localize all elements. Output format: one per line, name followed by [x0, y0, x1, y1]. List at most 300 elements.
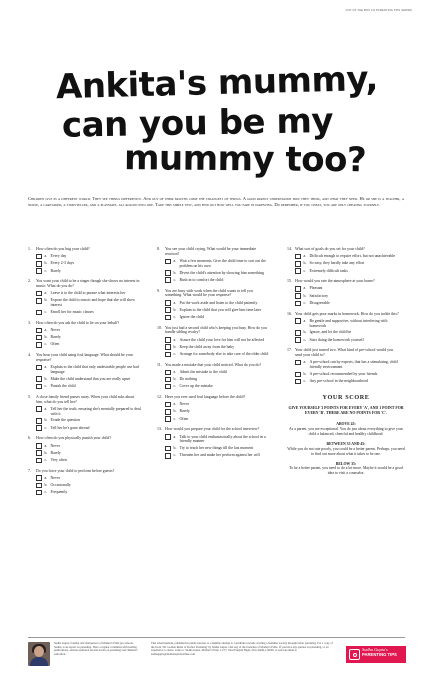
answer-option[interactable]: [295, 372, 405, 377]
answer-text: Rarely: [50, 450, 61, 455]
headline-line-2: can you be my: [61, 101, 334, 146]
parenting-tips-logo: [346, 646, 406, 663]
answer-text: Be gentle and supportive, without interfering with homework: [309, 318, 388, 328]
answer-text: Rarely: [50, 268, 61, 273]
answer-letter: a.: [44, 406, 48, 411]
answer-text: Often: [179, 416, 189, 421]
answer-letter: c.: [44, 342, 48, 347]
score-tier: [287, 462, 405, 477]
question-text: [287, 348, 405, 358]
question-number: 5.: [28, 394, 31, 399]
answer-checkbox[interactable]: [36, 425, 42, 431]
answer-checkbox[interactable]: [36, 335, 42, 341]
question-text: [28, 353, 148, 363]
answer-text: Admit the mistake to the child: [179, 369, 227, 374]
answer-option[interactable]: [295, 338, 405, 343]
answer-text: Difficult enough to require effort, but not unachievable: [309, 254, 396, 259]
answer-checkbox[interactable]: [165, 277, 171, 283]
answer-letter: c.: [44, 310, 48, 315]
answer-text: Ignore the child: [179, 314, 205, 319]
answer-text: Explain to the child that only undesirable people use bad language: [50, 365, 139, 374]
answer-text: Punish the child: [50, 384, 76, 389]
answer-letter: a.: [303, 360, 307, 365]
answer-option[interactable]: [36, 342, 148, 347]
question-number: 3.: [28, 320, 31, 325]
question-number: 9.: [157, 288, 160, 293]
question-item: [28, 436, 148, 463]
answer-checkbox[interactable]: [36, 254, 42, 260]
score-instruction: GIVE YOURSELF 3 POINTS FOR EVERY 'A', AND 1 POINT FOR EVERY 'B'. THERE ARE NO POINTS FOR 'C'.: [288, 406, 404, 416]
answer-letter: a.: [44, 475, 48, 480]
answer-option[interactable]: [165, 345, 277, 350]
answer-text: Make the child understand that you are really upset: [50, 376, 131, 381]
answer-letter: b.: [44, 376, 48, 381]
answer-letter: b.: [173, 446, 177, 451]
answer-letter: a.: [44, 328, 48, 333]
answer-checkbox[interactable]: [295, 301, 301, 307]
question-item: [28, 279, 148, 315]
answer-option[interactable]: [165, 453, 277, 458]
answer-letter: c.: [44, 490, 48, 495]
answer-text: Every day: [50, 254, 67, 259]
question-text: [157, 427, 277, 432]
answer-checkbox[interactable]: [165, 307, 171, 313]
question-text: [287, 247, 405, 252]
answer-text: Wait a few moments. Give the child time to sort out the problem on his own: [179, 258, 266, 268]
answer-text: Pleasant: [309, 286, 323, 291]
question-item: [157, 363, 277, 390]
question-item: [157, 427, 277, 458]
answer-letter: a.: [173, 402, 177, 407]
answer-checkbox[interactable]: [165, 315, 171, 321]
footer: [28, 642, 406, 670]
answer-option[interactable]: [165, 384, 277, 389]
headline-line-1: Ankita's mummy,: [55, 58, 379, 108]
answer-option[interactable]: [295, 254, 405, 259]
footer-divider: [28, 637, 405, 638]
answer-option[interactable]: [36, 365, 148, 375]
answer-checkbox[interactable]: [295, 268, 301, 274]
answer-checkbox[interactable]: [295, 286, 301, 292]
answer-option[interactable]: [36, 328, 148, 333]
score-tier: [287, 422, 405, 437]
answer-letter: b.: [303, 330, 307, 335]
question-item: [287, 279, 405, 306]
question-number: 8.: [157, 247, 160, 251]
question-item: [28, 321, 148, 348]
intro-paragraph: Children live in a different world. They see things differently. And out of their mouths come the strangest of things. A good parent understands how they think, and what they need. He or she is a teacher, a nurse, a caretaker, a storyteller, and a playmate, all rolled into one. Take this simple test, and find out how well you fare in parenting. Do remember, if you cheat, you are only cheating yourself.: [28, 196, 404, 208]
question-number: 11.: [157, 362, 162, 367]
answer-checkbox[interactable]: [165, 409, 171, 415]
answer-checkbox[interactable]: [36, 443, 42, 449]
answer-option[interactable]: [165, 352, 277, 357]
question-text: [28, 247, 148, 252]
answer-checkbox[interactable]: [165, 377, 171, 383]
answer-option[interactable]: [165, 301, 277, 306]
question-number: 17.: [287, 348, 292, 353]
answer-checkbox[interactable]: [295, 360, 301, 366]
answer-checkbox[interactable]: [165, 300, 171, 306]
answer-letter: b.: [173, 377, 177, 382]
answer-checkbox[interactable]: [165, 453, 171, 459]
answer-letter: a.: [44, 443, 48, 448]
answer-checkbox[interactable]: [36, 268, 42, 274]
answer-checkbox[interactable]: [36, 365, 42, 371]
answer-checkbox[interactable]: [165, 344, 171, 350]
question-number: 12.: [157, 395, 162, 400]
question-number: 4.: [28, 353, 31, 358]
answer-letter: a.: [44, 291, 48, 296]
answer-checkbox[interactable]: [165, 259, 171, 265]
answer-text: Satisfactory: [309, 293, 329, 298]
answer-option[interactable]: [36, 407, 148, 417]
answer-letter: b.: [44, 450, 48, 455]
answer-checkbox[interactable]: [36, 458, 42, 464]
answer-letter: c.: [44, 268, 48, 273]
question-item: [157, 247, 277, 283]
questions-column-2: [157, 247, 277, 464]
answer-letter: a.: [44, 254, 48, 259]
score-tier-title: ABOVE 45:: [336, 422, 356, 427]
answer-letter: b.: [44, 418, 48, 423]
question-prompt: A close family friend passes away. When your child asks about him, what do you tell her?: [36, 394, 135, 404]
answer-text: Try to teach her new things till the last moment: [179, 446, 254, 451]
headline-lettering: [40, 56, 400, 181]
answer-option[interactable]: [295, 330, 405, 335]
answer-letter: b.: [173, 307, 177, 312]
question-prompt: You want your child to be a singer though she shows no interest in music. What do you do?: [36, 279, 140, 289]
answer-checkbox[interactable]: [295, 379, 301, 385]
question-text: [287, 279, 405, 284]
answer-option[interactable]: [165, 446, 277, 451]
answer-letter: c.: [303, 379, 307, 384]
question-prompt: How would you rate the atmosphere at your home?: [295, 279, 375, 284]
answer-letter: a.: [173, 337, 177, 342]
question-item: [28, 353, 148, 389]
question-text: [28, 321, 148, 326]
answer-letter: b.: [173, 270, 177, 275]
answer-checkbox[interactable]: [36, 376, 42, 382]
question-item: [157, 289, 277, 321]
answer-text: Very often: [50, 457, 67, 462]
answer-text: Divert the child's attention by showing him something: [179, 270, 264, 275]
question-prompt: You hear your child using foul language. What should be your response?: [36, 353, 133, 362]
question-text: [157, 247, 277, 257]
answer-checkbox[interactable]: [36, 298, 42, 304]
answer-letter: b.: [173, 409, 177, 414]
answer-option[interactable]: [295, 360, 405, 370]
question-prompt: You are busy with work when the child wants to tell you something. What would be your response?: [165, 288, 253, 298]
answer-option[interactable]: [36, 418, 148, 423]
answer-letter: b.: [303, 293, 307, 298]
answer-option[interactable]: [36, 291, 148, 296]
answer-checkbox[interactable]: [36, 406, 42, 412]
answer-checkbox[interactable]: [165, 352, 171, 358]
answer-text: Extremely difficult tasks: [309, 268, 348, 273]
answer-text: Threaten her and make her perform against her will: [179, 453, 260, 458]
answer-checkbox[interactable]: [36, 261, 42, 267]
answer-option[interactable]: [165, 338, 277, 343]
answer-letter: b.: [303, 372, 307, 377]
answer-letter: c.: [173, 314, 177, 319]
answer-checkbox[interactable]: [295, 261, 301, 267]
answer-option[interactable]: [165, 370, 277, 375]
question-number: 2.: [28, 279, 31, 284]
answer-letter: c.: [173, 277, 177, 282]
headline: [40, 56, 400, 181]
answer-option[interactable]: [165, 417, 277, 422]
answer-option[interactable]: [165, 315, 277, 320]
answer-option[interactable]: [165, 435, 277, 445]
answer-text: A pre-school recommended by your friends: [309, 372, 378, 377]
question-item: [157, 326, 277, 358]
answer-checkbox[interactable]: [295, 318, 301, 324]
author-photo: [28, 642, 50, 666]
answer-checkbox[interactable]: [165, 416, 171, 422]
answer-option[interactable]: [295, 286, 405, 291]
answer-option[interactable]: [36, 490, 148, 495]
answer-letter: b.: [44, 298, 48, 303]
answer-text: A pre-school run by experts, that has a stimulating, child friendly environment: [309, 360, 398, 370]
disclaimer-text: This advertisement, published in public interest, is a humble attempt to contribute towards creating a healthier society through better parenting. For a copy of the book '101 Golden Rules of Perfect Parenting' by Sudha Gupta, visit any of the branches of Mother's Pride. If you have any queries on parenting, or an experience to share, write to: Sudha Gupta, Mother's Pride, 11/77, West Punjabi Bagh, New Delhi-110026, or send an email to sudhagupta@mothersprideonline.com: [151, 641, 333, 656]
answer-letter: b.: [44, 483, 48, 488]
answer-checkbox[interactable]: [165, 337, 171, 343]
answer-option[interactable]: [165, 271, 277, 276]
answer-text: Often: [50, 342, 60, 347]
question-prompt: Your child just turned two. What kind of pre-school would you send your child to?: [295, 348, 393, 358]
answer-text: Occasionally: [50, 483, 71, 488]
question-prompt: How often do you hug your child?: [36, 247, 90, 251]
answer-checkbox[interactable]: [36, 291, 42, 297]
score-tier-title: BELOW 35:: [335, 461, 357, 466]
answer-text: Ignore, and let the child be: [309, 330, 352, 335]
answer-option[interactable]: [36, 426, 148, 431]
question-number: 1.: [28, 247, 31, 251]
answer-checkbox[interactable]: [295, 254, 301, 260]
answer-letter: c.: [44, 425, 48, 430]
answer-letter: a.: [173, 434, 177, 439]
question-text: [157, 326, 277, 336]
answer-option[interactable]: [36, 335, 148, 340]
question-prompt: You made a mistake that your child noticed. What do you do?: [165, 362, 262, 367]
answer-checkbox[interactable]: [165, 434, 171, 440]
question-prompt: You just had a second child who's keeping you busy. How do you handle sibling rivalry?: [165, 325, 267, 335]
question-item: [287, 348, 405, 384]
answer-checkbox[interactable]: [36, 384, 42, 390]
question-text: [287, 312, 405, 317]
answer-checkbox[interactable]: [165, 370, 171, 376]
answer-text: Rush in to comfort the child: [179, 277, 224, 282]
question-text: [28, 469, 148, 474]
answer-checkbox[interactable]: [295, 293, 301, 299]
answer-text: Talk to your child enthusiastically about the school in a friendly manner: [179, 434, 266, 444]
question-number: 10.: [157, 325, 162, 330]
answer-option[interactable]: [36, 444, 148, 449]
answer-checkbox[interactable]: [165, 270, 171, 276]
score-tier-title: BETWEEN 35 AND 45:: [326, 441, 366, 446]
answer-letter: c.: [303, 300, 307, 305]
answer-letter: c.: [303, 268, 307, 273]
answer-text: Arrange for somebody else to take care of the older child: [179, 352, 269, 357]
question-prompt: How often do you physically punish your child?: [36, 436, 112, 441]
answer-text: Do nothing: [179, 377, 198, 382]
question-number: 15.: [287, 279, 292, 284]
question-text: [157, 289, 277, 299]
answer-option[interactable]: [36, 310, 148, 315]
answer-option[interactable]: [36, 254, 148, 259]
question-item: [28, 395, 148, 431]
author-bio: Sudha Gupta, founder and chairperson of Mother's Pride pre-schools Sudha, is an expert on parenting. She's a regular columnist with leading publications, and has authored several books on parenting and children's education.: [54, 641, 138, 656]
answer-letter: c.: [44, 384, 48, 389]
score-tier-text: To be a better parent, you need to do a lot more. Maybe it would be a good idea to visit a counselor.: [289, 466, 403, 476]
brand-mark-icon: [349, 649, 360, 660]
question-text: [157, 395, 277, 400]
score-box: [287, 396, 405, 476]
question-number: 16.: [287, 311, 292, 316]
answer-option[interactable]: [36, 269, 148, 274]
answer-letter: b.: [173, 344, 177, 349]
brand-line-2: PARENTING TIPS: [362, 651, 397, 657]
answer-checkbox[interactable]: [36, 483, 42, 489]
answer-option[interactable]: [36, 458, 148, 463]
answer-option[interactable]: [36, 377, 148, 382]
answer-option[interactable]: [295, 301, 405, 306]
question-item: [28, 247, 148, 274]
question-number: 14.: [287, 247, 292, 251]
answer-letter: c.: [303, 337, 307, 342]
questions-column-3: [287, 247, 405, 481]
score-title: YOUR SCORE: [322, 394, 370, 402]
score-tier-text: As a parent, you are exceptional. You do just about everything to give your child a balanced, cheerful and healthy childhood.: [289, 426, 403, 436]
answer-option[interactable]: [36, 384, 148, 389]
answer-option[interactable]: [295, 261, 405, 266]
question-number: 13.: [157, 427, 162, 432]
question-item: [287, 247, 405, 274]
answer-checkbox[interactable]: [165, 384, 171, 390]
answer-option[interactable]: [36, 298, 148, 308]
answer-text: Every 2-3 days: [50, 261, 75, 266]
question-prompt: You see your child crying. What would be your immediate reaction?: [165, 247, 257, 256]
answer-option[interactable]: [36, 476, 148, 481]
answer-text: Never: [50, 328, 61, 333]
brand-line-1: Sudha Gupta's: [362, 647, 388, 652]
answer-option[interactable]: [295, 269, 405, 274]
answer-checkbox[interactable]: [295, 372, 301, 378]
answer-option[interactable]: [295, 379, 405, 384]
answer-option[interactable]: [165, 278, 277, 283]
question-item: [157, 395, 277, 422]
answer-letter: c.: [173, 453, 177, 458]
answer-letter: b.: [303, 261, 307, 266]
answer-text: Enroll her for music classes: [50, 310, 94, 315]
headline-line-3: mummy too?: [123, 138, 367, 181]
questions-column-1: [28, 247, 148, 501]
answer-text: Cover up the mistake: [179, 384, 213, 389]
answer-letter: a.: [303, 318, 307, 323]
question-number: 7.: [28, 468, 31, 473]
answer-text: Any pre-school in the neighbourhood: [309, 379, 368, 384]
question-text: [28, 436, 148, 441]
answer-text: Rarely: [50, 335, 61, 340]
answer-letter: c.: [44, 457, 48, 462]
answer-text: Assure the child your love for him will not be affected: [179, 337, 265, 342]
answer-text: Frequently: [50, 490, 68, 495]
question-prompt: What sort of goals do you set for your child?: [295, 247, 365, 251]
answer-option[interactable]: [165, 402, 277, 407]
answer-letter: c.: [173, 352, 177, 357]
answer-text: Start doing the homework yourself: [309, 337, 364, 342]
answer-option[interactable]: [165, 377, 277, 382]
answer-checkbox[interactable]: [165, 402, 171, 408]
question-item: [287, 312, 405, 343]
question-prompt: Have you ever used foul language before the child?: [165, 395, 246, 400]
answer-text: Leave it to the child to pursue what interests her: [50, 291, 126, 296]
question-item: [28, 469, 148, 496]
series-note: OUT OF THE BOX 1% PARENTING TIPS SERIES: [345, 9, 412, 12]
answer-letter: c.: [173, 416, 177, 421]
answer-letter: a.: [173, 369, 177, 374]
question-prompt: How would you prepare your child for the school interview?: [165, 427, 260, 432]
question-prompt: Your child gets poor marks in homework. How do you tackle this?: [295, 311, 399, 316]
answer-checkbox[interactable]: [165, 446, 171, 452]
answer-letter: b.: [44, 261, 48, 266]
answer-text: Disagreeable: [309, 300, 330, 305]
answer-letter: b.: [44, 335, 48, 340]
answer-text: Rarely: [179, 409, 190, 414]
answer-option[interactable]: [295, 319, 405, 329]
answer-checkbox[interactable]: [295, 337, 301, 343]
question-prompt: How often do you ask the child to lie on your behalf?: [36, 320, 120, 325]
answer-letter: a.: [303, 286, 307, 291]
answer-text: So easy, they hardly take any effort: [309, 261, 365, 266]
answer-checkbox[interactable]: [36, 342, 42, 348]
answer-option[interactable]: [165, 409, 277, 414]
answer-checkbox[interactable]: [295, 330, 301, 336]
answer-text: Never: [50, 443, 61, 448]
answer-letter: c.: [173, 384, 177, 389]
question-text: [157, 363, 277, 368]
answer-letter: a.: [44, 365, 48, 370]
answer-option[interactable]: [36, 261, 148, 266]
answer-checkbox[interactable]: [36, 475, 42, 481]
answer-option[interactable]: [165, 308, 277, 313]
score-tier-text: While you do not rate poorly, you could be a better parent. Perhaps, you need to find out more about what it takes to be one.: [287, 446, 405, 456]
answer-checkbox[interactable]: [36, 310, 42, 316]
answer-checkbox[interactable]: [36, 490, 42, 496]
answer-letter: a.: [173, 258, 177, 263]
answer-text: Put the work aside and listen to the child patiently: [179, 300, 258, 305]
score-tier: [287, 442, 405, 457]
answer-letter: a.: [303, 254, 307, 259]
answer-text: Expose the child to music and hope that she will show interest: [50, 298, 135, 308]
answer-text: Keep the child away from the baby: [179, 344, 235, 349]
question-number: 6.: [28, 436, 31, 441]
answer-text: Tell her the truth, ensuring she's mentally prepared to deal with it: [50, 406, 141, 416]
answer-option[interactable]: [165, 259, 277, 269]
answer-text: Tell her he's gone abroad: [50, 425, 90, 430]
answer-text: Never: [50, 475, 61, 480]
answer-option[interactable]: [36, 483, 148, 488]
answer-option[interactable]: [295, 294, 405, 299]
answer-checkbox[interactable]: [36, 328, 42, 334]
answer-option[interactable]: [36, 451, 148, 456]
answer-checkbox[interactable]: [36, 418, 42, 424]
question-prompt: Do you force your child to perform before guests?: [36, 468, 115, 473]
answer-checkbox[interactable]: [36, 450, 42, 456]
answer-text: Explain to the child that you will give him time later: [179, 307, 262, 312]
question-text: [28, 395, 148, 405]
answer-text: Never: [179, 402, 190, 407]
